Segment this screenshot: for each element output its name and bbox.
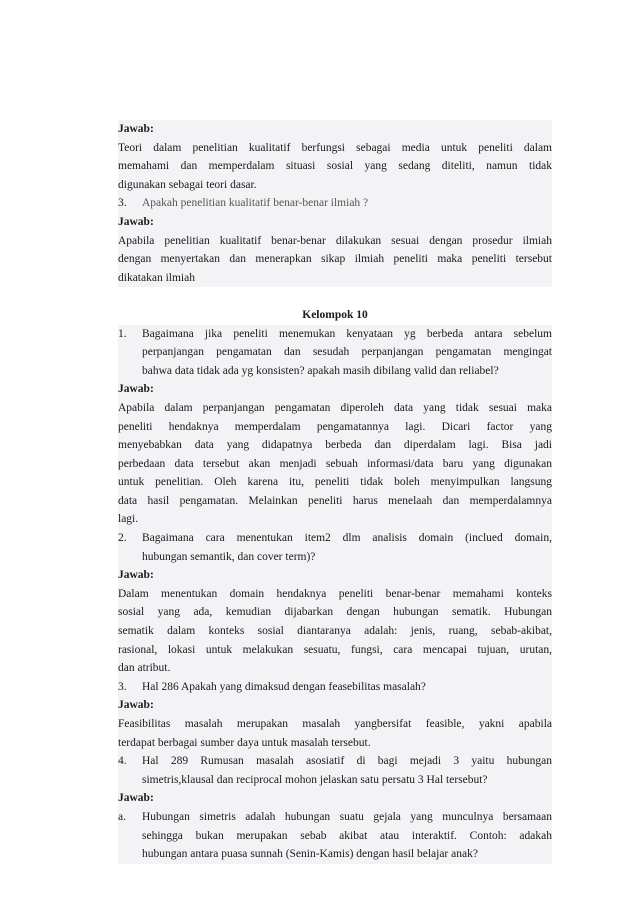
spacer: [118, 287, 552, 306]
question-text: Bagaimana cara menentukan item2 dlm analisis domain (inclued domain,: [142, 532, 552, 545]
question-number: 3.: [118, 680, 127, 693]
answer-line: dikatakan ilmiah: [118, 269, 552, 288]
answer-line: Feasibilitas masalah merupakan masalah yangbersifat feasible, yakni apabila: [118, 715, 552, 734]
answer-line: sematik dalam konteks sosial diantaranya adalah: jenis, ruang, sebab-akibat,: [118, 622, 552, 641]
answer-line: dengan menyertakan dan menerapkan sikap ilmiah peneliti maka peneliti tersebut: [118, 250, 552, 269]
question-text: Hal 289 Rumusan masalah asosiatif di bagi mejadi 3 yaitu hubungan: [142, 755, 552, 768]
jawab-label: Jawab:: [118, 213, 552, 232]
question-number: 2.: [118, 532, 127, 545]
answer-line: menyebabkan data yang didapatnya berbeda dan diperdalam lagi. Bisa jadi: [118, 436, 552, 455]
question-number: 3.: [118, 197, 127, 210]
answer-line: perbedaan data tersebut akan menjadi sebuah informasi/data baru yang digunakan: [118, 455, 552, 474]
question-text: bahwa data tidak ada yg konsisten? apakah masih dibilang valid dan reliabel?: [118, 362, 552, 381]
answer-item-a: [118, 808, 552, 827]
answer-line: data hasil pengamatan. Melainkan peneliti harus menelaah dan memperdalamnya: [118, 492, 552, 511]
answer-text: hubungan antara puasa sunnah (Senin-Kamis) dengan hasil belajar anak?: [118, 845, 552, 864]
answer-line: Teori dalam penelitian kualitatif berfungsi sebagai media untuk peneliti dalam: [118, 139, 552, 158]
jawab-label: Jawab:: [118, 380, 552, 399]
question-text: hubungan semantik, dan cover term)?: [118, 548, 552, 567]
question-3: [118, 194, 552, 213]
jawab-label: Jawab:: [118, 696, 552, 715]
answer-line: terdapat berbagai sumber daya untuk masalah tersebut.: [118, 734, 552, 753]
question-text: Apakah penelitian kualitatif benar-benar ilmiah ?: [142, 197, 369, 210]
answer-line: Dalam menentukan domain hendaknya peneliti benar-benar memahami konteks: [118, 585, 552, 604]
question-text: simetris,klausal dan reciprocal mohon jelaskan satu persatu 3 Hal tersebut?: [118, 771, 552, 790]
answer-line: peneliti hendaknya memperdalam pengamatannya lagi. Dicari factor yang: [118, 418, 552, 437]
answer-line: Apabila dalam perpanjangan pengamatan diperoleh data yang tidak sesuai maka: [118, 399, 552, 418]
question-2: [118, 529, 552, 548]
question-number: 1.: [118, 327, 127, 340]
section-heading: Kelompok 10: [302, 308, 368, 321]
answer-text: sehingga bukan merupakan sebab akibat atau interaktif. Contoh: adakah: [118, 827, 552, 846]
answer-line: digunakan sebagai teori dasar.: [118, 176, 552, 195]
question-text: perpanjangan pengamatan dan sesudah perpanjangan pengamatan mengingat: [118, 343, 552, 362]
question-text: Bagaimana jika peneliti menemukan kenyataan yg berbeda antara sebelum: [142, 327, 552, 340]
answer-letter: a.: [118, 810, 126, 823]
answer-line: untuk penelitian. Oleh karena itu, peneliti tidak boleh menyimpulkan langsung: [118, 473, 552, 492]
jawab-label: Jawab:: [118, 566, 552, 585]
answer-line: memahami dan memperdalam situasi sosial yang sedang diteliti, namun tidak: [118, 157, 552, 176]
answer-text: Hubungan simetris adalah hubungan suatu gejala yang munculnya bersamaan: [142, 810, 552, 823]
question-text: Hal 286 Apakah yang dimaksud dengan feasebilitas masalah?: [142, 680, 426, 693]
answer-line: rasional, lokasi untuk melakukan sesuatu, fungsi, cara mencapai tujuan, urutan,: [118, 641, 552, 660]
answer-line: lagi.: [118, 510, 552, 529]
page-content: [118, 120, 552, 864]
question-4: [118, 752, 552, 771]
question-3-k10: [118, 678, 552, 697]
answer-line: Apabila penelitian kualitatif benar-benar dilakukan sesuai dengan prosedur ilmiah: [118, 232, 552, 251]
jawab-label: Jawab:: [118, 789, 552, 808]
answer-line: sosial yang ada, kemudian dijabarkan dengan hubungan sematik. Hubungan: [118, 603, 552, 622]
question-number: 4.: [118, 755, 127, 768]
question-1: [118, 325, 552, 344]
answer-line: dan atribut.: [118, 659, 552, 678]
jawab-label: Jawab:: [118, 120, 552, 139]
